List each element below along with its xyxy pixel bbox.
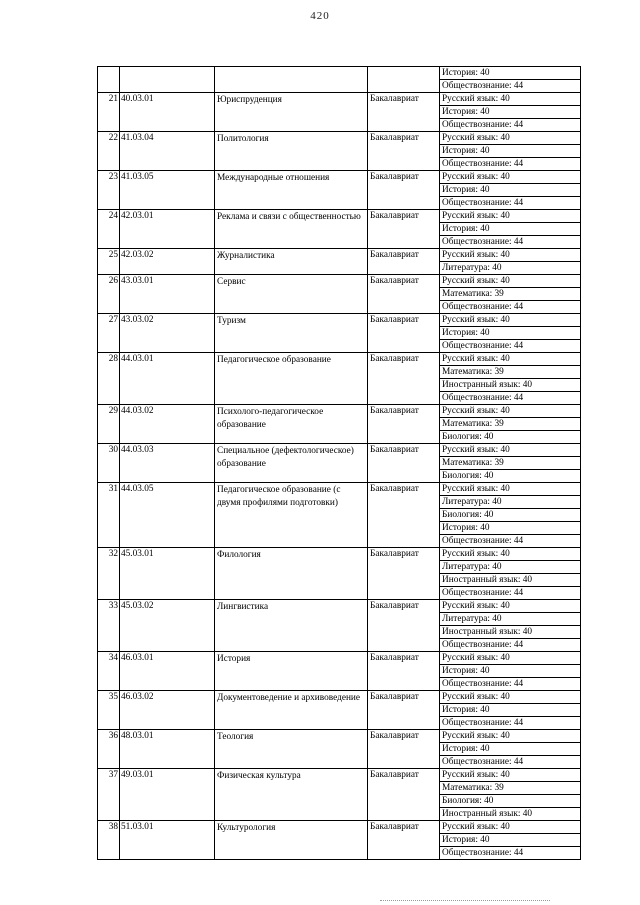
- subject-cell: Обществознание: 44: [440, 535, 581, 548]
- program-code: 49.03.01: [120, 769, 215, 821]
- subject-cell: Обществознание: 44: [440, 847, 581, 860]
- program-code: 44.03.01: [120, 353, 215, 405]
- table-row: [98, 652, 581, 665]
- table-row: [98, 314, 581, 327]
- program-code: 46.03.02: [120, 691, 215, 730]
- program-name: Педагогическое образование (с двумя профилями подготовки): [215, 483, 368, 548]
- program-code: 45.03.01: [120, 548, 215, 600]
- row-number: 22: [98, 132, 120, 171]
- program-code: 40.03.01: [120, 93, 215, 132]
- table-row: [98, 171, 581, 184]
- degree-level: Бакалавриат: [368, 691, 440, 730]
- row-number: 23: [98, 171, 120, 210]
- row-number: 29: [98, 405, 120, 444]
- program-code: 42.03.02: [120, 249, 215, 275]
- degree-level: Бакалавриат: [368, 93, 440, 132]
- row-number: 26: [98, 275, 120, 314]
- degree-level: Бакалавриат: [368, 132, 440, 171]
- subject-cell: Математика: 39: [440, 288, 581, 301]
- table-row: [98, 548, 581, 561]
- subject-cell: Иностранный язык: 40: [440, 574, 581, 587]
- subject-cell: Биология: 40: [440, 431, 581, 444]
- subject-cell: Иностранный язык: 40: [440, 808, 581, 821]
- row-number: 36: [98, 730, 120, 769]
- subject-cell: Русский язык: 40: [440, 821, 581, 834]
- degree-level: Бакалавриат: [368, 548, 440, 600]
- subject-cell: История: 40: [440, 743, 581, 756]
- exam-requirements-table: [97, 66, 581, 860]
- subject-cell: Обществознание: 44: [440, 587, 581, 600]
- table-row: [98, 483, 581, 496]
- table-row: [98, 769, 581, 782]
- table-row: [98, 730, 581, 743]
- subject-cell: Иностранный язык: 40: [440, 379, 581, 392]
- row-number: 38: [98, 821, 120, 860]
- program-code: 43.03.01: [120, 275, 215, 314]
- row-number: 24: [98, 210, 120, 249]
- table-row: [98, 132, 581, 145]
- program-code: 44.03.02: [120, 405, 215, 444]
- program-name: Физическая культура: [215, 769, 368, 821]
- subject-cell: История: 40: [440, 223, 581, 236]
- program-name: Культурология: [215, 821, 368, 860]
- subject-cell: Обществознание: 44: [440, 756, 581, 769]
- degree-level: Бакалавриат: [368, 275, 440, 314]
- subject-cell: Русский язык: 40: [440, 652, 581, 665]
- subject-cell: Математика: 39: [440, 457, 581, 470]
- program-name: Психолого-педагогическое образование: [215, 405, 368, 444]
- subject-cell: История: 40: [440, 704, 581, 717]
- program-name: Сервис: [215, 275, 368, 314]
- subject-cell: Обществознание: 44: [440, 119, 581, 132]
- subject-cell: Русский язык: 40: [440, 444, 581, 457]
- program-name: Реклама и связи с общественностью: [215, 210, 368, 249]
- table-row: [98, 405, 581, 418]
- row-number: 28: [98, 353, 120, 405]
- program-code: 44.03.03: [120, 444, 215, 483]
- subject-cell: Обществознание: 44: [440, 158, 581, 171]
- subject-cell: Русский язык: 40: [440, 275, 581, 288]
- subject-cell: Литература: 40: [440, 613, 581, 626]
- program-code: 43.03.02: [120, 314, 215, 353]
- program-name: Международные отношения: [215, 171, 368, 210]
- table-row: [98, 67, 581, 80]
- subject-cell: Русский язык: 40: [440, 249, 581, 262]
- subject-cell: Русский язык: 40: [440, 132, 581, 145]
- table-row: [98, 275, 581, 288]
- degree-level: Бакалавриат: [368, 769, 440, 821]
- subject-cell: Иностранный язык: 40: [440, 626, 581, 639]
- program-code: 46.03.01: [120, 652, 215, 691]
- subject-cell: Обществознание: 44: [440, 80, 581, 93]
- continuation-code-cell: [120, 67, 215, 93]
- subject-cell: История: 40: [440, 522, 581, 535]
- row-number: 33: [98, 600, 120, 652]
- subject-cell: Математика: 39: [440, 366, 581, 379]
- subject-cell: Русский язык: 40: [440, 314, 581, 327]
- program-name: История: [215, 652, 368, 691]
- table-row: [98, 93, 581, 106]
- degree-level: Бакалавриат: [368, 249, 440, 275]
- row-number: 35: [98, 691, 120, 730]
- table-row: [98, 821, 581, 834]
- subject-cell: Русский язык: 40: [440, 210, 581, 223]
- row-number: 25: [98, 249, 120, 275]
- row-number: 31: [98, 483, 120, 548]
- program-code: 41.03.04: [120, 132, 215, 171]
- row-number: 21: [98, 93, 120, 132]
- subject-cell: История: 40: [440, 106, 581, 119]
- subject-cell: Русский язык: 40: [440, 171, 581, 184]
- program-name: Филология: [215, 548, 368, 600]
- table-row: [98, 444, 581, 457]
- degree-level: Бакалавриат: [368, 353, 440, 405]
- subject-cell: Литература: 40: [440, 262, 581, 275]
- degree-level: Бакалавриат: [368, 600, 440, 652]
- degree-level: Бакалавриат: [368, 405, 440, 444]
- table-body: [98, 67, 581, 860]
- subject-cell: Математика: 39: [440, 418, 581, 431]
- subject-cell: Русский язык: 40: [440, 353, 581, 366]
- program-name: Юриспруденция: [215, 93, 368, 132]
- subject-cell: Математика: 39: [440, 782, 581, 795]
- subject-cell: Обществознание: 44: [440, 678, 581, 691]
- program-code: 51.03.01: [120, 821, 215, 860]
- degree-level: Бакалавриат: [368, 444, 440, 483]
- program-name: Педагогическое образование: [215, 353, 368, 405]
- table-row: [98, 600, 581, 613]
- subject-cell: Обществознание: 44: [440, 639, 581, 652]
- degree-level: Бакалавриат: [368, 652, 440, 691]
- subject-cell: Литература: 40: [440, 561, 581, 574]
- program-code: 41.03.05: [120, 171, 215, 210]
- subject-cell: Русский язык: 40: [440, 691, 581, 704]
- subject-cell: История: 40: [440, 145, 581, 158]
- subject-cell: Обществознание: 44: [440, 717, 581, 730]
- subject-cell: Обществознание: 44: [440, 236, 581, 249]
- degree-level: Бакалавриат: [368, 483, 440, 548]
- program-name: Журналистика: [215, 249, 368, 275]
- subject-cell: Русский язык: 40: [440, 548, 581, 561]
- program-code: 42.03.01: [120, 210, 215, 249]
- row-number: 37: [98, 769, 120, 821]
- subject-cell: Русский язык: 40: [440, 93, 581, 106]
- page-number: 420: [310, 10, 330, 22]
- subject-cell: Русский язык: 40: [440, 405, 581, 418]
- table-row: [98, 353, 581, 366]
- subject-cell: Русский язык: 40: [440, 600, 581, 613]
- subject-cell: Литература: 40: [440, 496, 581, 509]
- subject-cell: Биология: 40: [440, 509, 581, 522]
- degree-level: Бакалавриат: [368, 821, 440, 860]
- subject-cell: Русский язык: 40: [440, 769, 581, 782]
- row-number: 34: [98, 652, 120, 691]
- subject-cell: История: 40: [440, 665, 581, 678]
- subject-cell: Русский язык: 40: [440, 730, 581, 743]
- scan-artifact: [380, 900, 550, 902]
- subject-cell: Обществознание: 44: [440, 340, 581, 353]
- subject-cell: Обществознание: 44: [440, 301, 581, 314]
- row-number: 27: [98, 314, 120, 353]
- subject-cell: История: 40: [440, 184, 581, 197]
- row-number: 32: [98, 548, 120, 600]
- row-number: 30: [98, 444, 120, 483]
- program-name: Туризм: [215, 314, 368, 353]
- subject-cell: Обществознание: 44: [440, 197, 581, 210]
- program-code: 48.03.01: [120, 730, 215, 769]
- continuation-name-cell: [215, 67, 368, 93]
- program-code: 44.03.05: [120, 483, 215, 548]
- subject-cell: Русский язык: 40: [440, 483, 581, 496]
- subject-cell: Обществознание: 44: [440, 392, 581, 405]
- degree-level: Бакалавриат: [368, 730, 440, 769]
- table-row: [98, 210, 581, 223]
- table-row: [98, 249, 581, 262]
- continuation-num-cell: [98, 67, 120, 93]
- program-name: Политология: [215, 132, 368, 171]
- subject-cell: История: 40: [440, 67, 581, 80]
- program-name: Специальное (дефектологическое) образование: [215, 444, 368, 483]
- subject-cell: Биология: 40: [440, 470, 581, 483]
- table-row: [98, 691, 581, 704]
- program-code: 45.03.02: [120, 600, 215, 652]
- subject-cell: Биология: 40: [440, 795, 581, 808]
- degree-level: Бакалавриат: [368, 210, 440, 249]
- program-name: Лингвистика: [215, 600, 368, 652]
- degree-level: Бакалавриат: [368, 171, 440, 210]
- program-name: Теология: [215, 730, 368, 769]
- continuation-level-cell: [368, 67, 440, 93]
- program-name: Документоведение и архивоведение: [215, 691, 368, 730]
- subject-cell: История: 40: [440, 834, 581, 847]
- subject-cell: История: 40: [440, 327, 581, 340]
- degree-level: Бакалавриат: [368, 314, 440, 353]
